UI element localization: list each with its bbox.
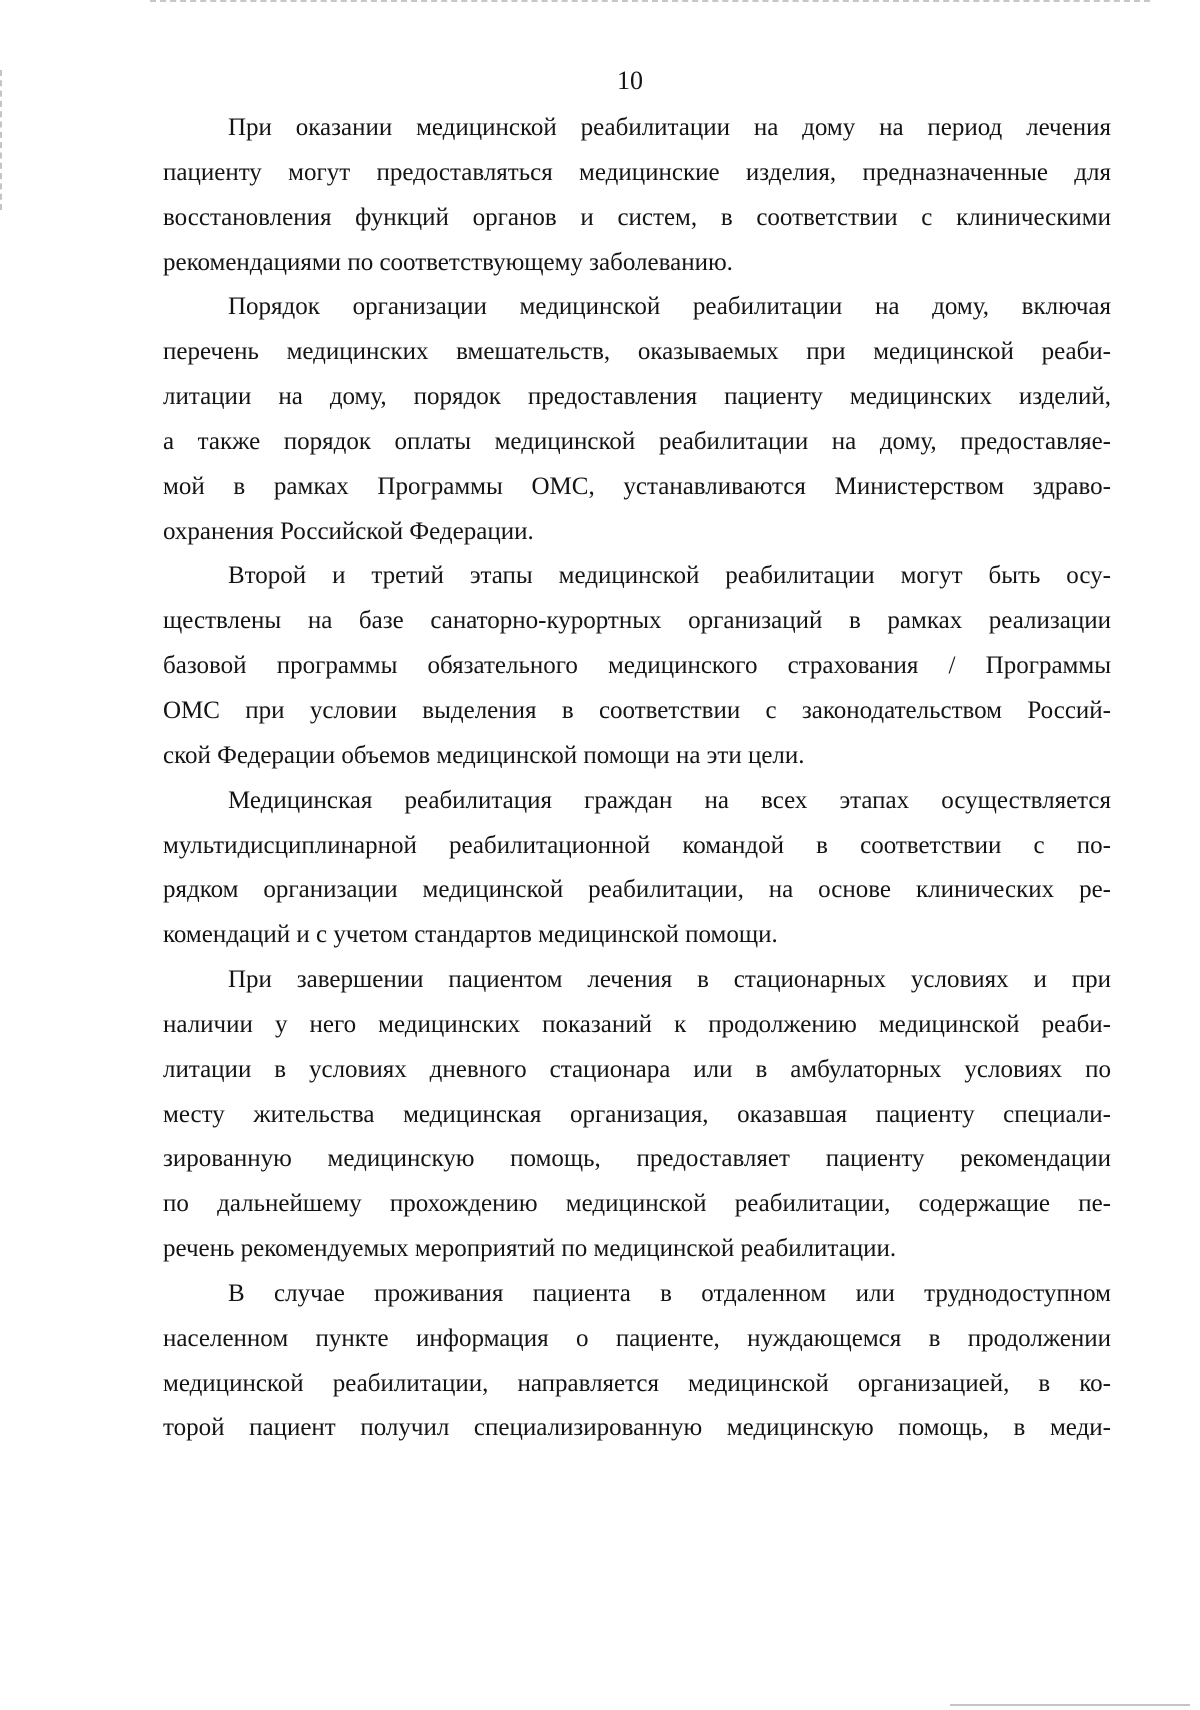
paragraph-home-rehab-devices (163, 106, 1111, 285)
page-number: 10 (617, 66, 643, 95)
text-line: При оказании медицинской реабилитации на дому на период лечения (228, 114, 1111, 141)
text-line: базовой программы обязательного медицинского страхования / Программы (163, 652, 1111, 680)
text-line: ществлены на базе санаторно-курортных организаций в рамках реализации (163, 607, 1111, 635)
text-line: наличии у него медицинских показаний к продолжению медицинской реаби- (163, 1010, 1111, 1038)
paragraph-multidisciplinary-team (163, 779, 1111, 958)
text-line: ской Федерации объемов медицинской помощи на эти цели. (163, 741, 805, 769)
text-line: литации на дому, порядок предоставления пациенту медицинских изделий, (163, 383, 1111, 411)
text-line: медицинской реабилитации, направляется медицинской организацией, в ко- (163, 1369, 1111, 1397)
text-line: В случае проживания пациента в отдаленном или труднодоступном (228, 1279, 1111, 1307)
scan-top-edge (150, 0, 1150, 2)
text-line: месту жительства медицинская организация, оказавшая пациенту специали- (163, 1100, 1111, 1128)
text-line: речень рекомендуемых мероприятий по медицинской реабилитации. (163, 1235, 897, 1263)
paragraph-home-rehab-procedure (163, 285, 1111, 554)
paragraph-discharge-recommendations (163, 958, 1111, 1272)
text-line: Второй и третий этапы медицинской реабилитации могут быть осу- (228, 562, 1111, 590)
text-line: мультидисциплинарной реабилитационной командой в соответствии с по- (163, 831, 1111, 859)
text-line: комендаций и с учетом стандартов медицинской помощи. (163, 921, 778, 949)
text-line: ОМС при условии выделения в соответствии с законодательством Россий- (163, 696, 1111, 724)
text-line: пациенту могут предоставляться медицинские изделия, предназначенные для (163, 158, 1111, 186)
paragraph-remote-settlement (163, 1272, 1111, 1451)
text-line: населенном пункте информация о пациенте, нуждающемся в продолжении (163, 1324, 1111, 1352)
text-line: торой пациент получил специализированную медицинскую помощь, в меди- (163, 1414, 1111, 1442)
text-line: литации в условиях дневного стационара или в амбулаторных условиях по (163, 1055, 1111, 1083)
text-line: а также порядок оплаты медицинской реабилитации на дому, предоставляе- (163, 427, 1111, 455)
text-line: При завершении пациентом лечения в стационарных условиях и при (228, 966, 1111, 994)
paragraph-sanatorium-stages (163, 554, 1111, 778)
document-body (163, 106, 1111, 1451)
text-line: Порядок организации медицинской реабилитации на дому, включая (228, 293, 1111, 321)
text-line: зированную медицинскую помощь, предоставляет пациенту рекомендации (163, 1145, 1111, 1173)
text-line: по дальнейшему прохождению медицинской реабилитации, содержащие пе- (163, 1190, 1111, 1218)
text-line: Медицинская реабилитация граждан на всех этапах осуществляется (228, 786, 1111, 814)
text-line: перечень медицинских вмешательств, оказываемых при медицинской реаби- (163, 338, 1111, 366)
text-line: рядком организации медицинской реабилитации, на основе клинических ре- (163, 876, 1111, 904)
text-line: мой в рамках Программы ОМС, устанавливаются Министерством здраво- (163, 472, 1111, 500)
text-line: восстановления функций органов и систем, в соответствии с клиническими (163, 203, 1111, 231)
text-line: рекомендациями по соответствующему заболеванию. (163, 248, 733, 276)
scan-bottom-edge (950, 1704, 1190, 1706)
text-line: охранения Российской Федерации. (163, 517, 534, 545)
